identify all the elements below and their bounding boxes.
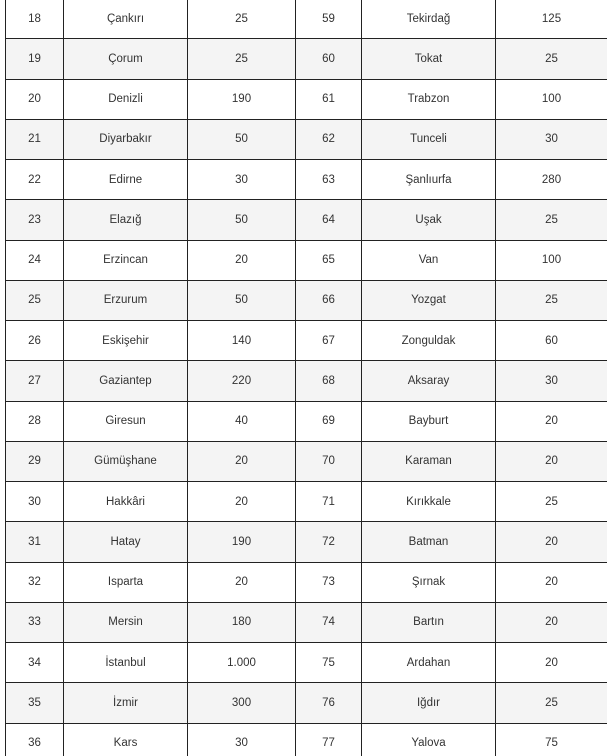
province-name-left: Hatay <box>64 522 188 562</box>
row-number-left: 25 <box>6 280 64 320</box>
row-number-right: 72 <box>296 522 362 562</box>
province-name-left: Edirne <box>64 160 188 200</box>
table-row <box>6 0 608 39</box>
province-name-right: Tokat <box>362 39 496 79</box>
province-value-left: 50 <box>188 200 296 240</box>
row-number-right: 65 <box>296 240 362 280</box>
province-name-right: Yalova <box>362 723 496 756</box>
province-value-right: 60 <box>496 321 608 361</box>
table-row <box>6 200 608 240</box>
table-row <box>6 321 608 361</box>
province-value-right: 280 <box>496 160 608 200</box>
province-name-right: Yozgat <box>362 280 496 320</box>
province-value-right: 25 <box>496 482 608 522</box>
row-number-right: 64 <box>296 200 362 240</box>
province-value-right: 25 <box>496 200 608 240</box>
row-number-left: 20 <box>6 79 64 119</box>
row-number-right: 75 <box>296 643 362 683</box>
province-name-left: Çorum <box>64 39 188 79</box>
row-number-right: 76 <box>296 683 362 723</box>
province-value-left: 40 <box>188 401 296 441</box>
row-number-left: 21 <box>6 119 64 159</box>
province-name-left: İstanbul <box>64 643 188 683</box>
province-value-right: 75 <box>496 723 608 756</box>
row-number-left: 23 <box>6 200 64 240</box>
province-value-left: 20 <box>188 441 296 481</box>
province-value-left: 20 <box>188 562 296 602</box>
province-name-left: Erzincan <box>64 240 188 280</box>
province-name-right: Bartın <box>362 602 496 642</box>
province-value-left: 190 <box>188 522 296 562</box>
province-value-left: 300 <box>188 683 296 723</box>
province-value-right: 30 <box>496 119 608 159</box>
province-name-right: Trabzon <box>362 79 496 119</box>
province-value-left: 50 <box>188 119 296 159</box>
province-value-left: 25 <box>188 0 296 39</box>
province-value-left: 140 <box>188 321 296 361</box>
table-row <box>6 160 608 200</box>
province-name-right: Tunceli <box>362 119 496 159</box>
row-number-right: 63 <box>296 160 362 200</box>
row-number-left: 26 <box>6 321 64 361</box>
province-value-right: 20 <box>496 522 608 562</box>
table-row <box>6 39 608 79</box>
province-name-right: Karaman <box>362 441 496 481</box>
province-name-left: Denizli <box>64 79 188 119</box>
row-number-left: 32 <box>6 562 64 602</box>
province-value-right: 25 <box>496 280 608 320</box>
province-table <box>5 0 607 756</box>
row-number-right: 70 <box>296 441 362 481</box>
province-name-left: Elazığ <box>64 200 188 240</box>
province-name-right: Zonguldak <box>362 321 496 361</box>
row-number-left: 34 <box>6 643 64 683</box>
province-value-right: 100 <box>496 79 608 119</box>
province-value-left: 30 <box>188 723 296 756</box>
row-number-left: 24 <box>6 240 64 280</box>
province-value-left: 25 <box>188 39 296 79</box>
province-value-left: 190 <box>188 79 296 119</box>
table-row <box>6 401 608 441</box>
province-name-left: Giresun <box>64 401 188 441</box>
province-name-left: Erzurum <box>64 280 188 320</box>
province-table-body <box>6 0 608 756</box>
row-number-left: 28 <box>6 401 64 441</box>
row-number-left: 33 <box>6 602 64 642</box>
province-name-right: Bayburt <box>362 401 496 441</box>
province-value-right: 20 <box>496 441 608 481</box>
table-row <box>6 482 608 522</box>
table-row <box>6 280 608 320</box>
province-value-right: 125 <box>496 0 608 39</box>
province-value-left: 20 <box>188 482 296 522</box>
province-name-left: Gümüşhane <box>64 441 188 481</box>
province-name-left: Gaziantep <box>64 361 188 401</box>
row-number-left: 29 <box>6 441 64 481</box>
table-row <box>6 562 608 602</box>
row-number-left: 22 <box>6 160 64 200</box>
row-number-right: 59 <box>296 0 362 39</box>
province-value-left: 220 <box>188 361 296 401</box>
province-name-right: Kırıkkale <box>362 482 496 522</box>
row-number-right: 67 <box>296 321 362 361</box>
province-name-right: Tekirdağ <box>362 0 496 39</box>
row-number-right: 69 <box>296 401 362 441</box>
province-name-right: Ardahan <box>362 643 496 683</box>
province-name-left: Mersin <box>64 602 188 642</box>
province-value-right: 25 <box>496 39 608 79</box>
row-number-right: 62 <box>296 119 362 159</box>
row-number-left: 30 <box>6 482 64 522</box>
table-row <box>6 683 608 723</box>
row-number-right: 60 <box>296 39 362 79</box>
row-number-left: 36 <box>6 723 64 756</box>
province-value-right: 30 <box>496 361 608 401</box>
province-value-right: 25 <box>496 683 608 723</box>
province-name-left: Eskişehir <box>64 321 188 361</box>
province-value-left: 1.000 <box>188 643 296 683</box>
province-name-left: İzmir <box>64 683 188 723</box>
province-name-left: Isparta <box>64 562 188 602</box>
table-row <box>6 522 608 562</box>
table-row <box>6 79 608 119</box>
row-number-left: 19 <box>6 39 64 79</box>
province-value-left: 180 <box>188 602 296 642</box>
row-number-left: 35 <box>6 683 64 723</box>
province-name-right: Batman <box>362 522 496 562</box>
province-name-left: Diyarbakır <box>64 119 188 159</box>
province-name-right: Van <box>362 240 496 280</box>
province-value-right: 20 <box>496 643 608 683</box>
row-number-right: 68 <box>296 361 362 401</box>
province-value-left: 50 <box>188 280 296 320</box>
row-number-right: 77 <box>296 723 362 756</box>
row-number-right: 61 <box>296 79 362 119</box>
row-number-right: 74 <box>296 602 362 642</box>
province-value-right: 20 <box>496 562 608 602</box>
row-number-right: 73 <box>296 562 362 602</box>
province-value-right: 20 <box>496 401 608 441</box>
province-name-right: Iğdır <box>362 683 496 723</box>
table-row <box>6 240 608 280</box>
table-row <box>6 441 608 481</box>
province-name-right: Uşak <box>362 200 496 240</box>
province-name-left: Kars <box>64 723 188 756</box>
province-name-right: Şırnak <box>362 562 496 602</box>
row-number-left: 31 <box>6 522 64 562</box>
table-row <box>6 643 608 683</box>
province-value-left: 20 <box>188 240 296 280</box>
table-row <box>6 723 608 756</box>
table-row <box>6 361 608 401</box>
row-number-left: 18 <box>6 0 64 39</box>
province-name-right: Şanlıurfa <box>362 160 496 200</box>
table-row <box>6 119 608 159</box>
province-value-left: 30 <box>188 160 296 200</box>
province-value-right: 20 <box>496 602 608 642</box>
province-name-left: Çankırı <box>64 0 188 39</box>
row-number-left: 27 <box>6 361 64 401</box>
province-name-right: Aksaray <box>362 361 496 401</box>
row-number-right: 66 <box>296 280 362 320</box>
row-number-right: 71 <box>296 482 362 522</box>
province-value-right: 100 <box>496 240 608 280</box>
table-row <box>6 602 608 642</box>
province-name-left: Hakkâri <box>64 482 188 522</box>
province-table-container <box>5 0 607 756</box>
